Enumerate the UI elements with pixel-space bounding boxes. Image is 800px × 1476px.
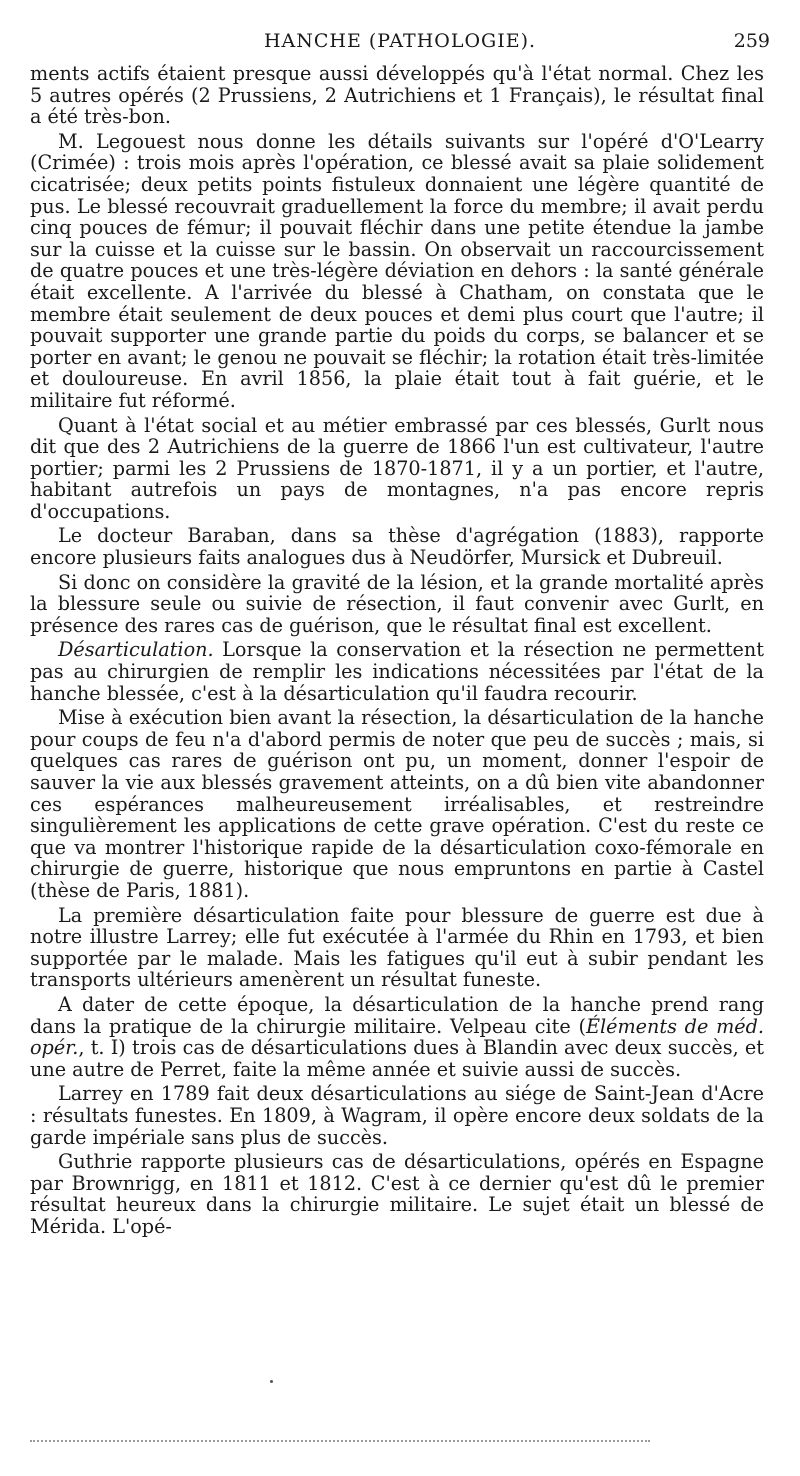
paragraph: Mise à exécution bien avant la résection, la désarticulation de la hanche pour coups de feu n'a d'abord permis de noter que peu de succès ; mais, si quelques cas rares de guérison ont pu, un moment, donner l'espoir de sauver la vie aux blessés gravement atteints, on a dû bien vite abandonner ces espérances malheureusement irréalisables, et restreindre singulièrement les applications de cette grave opération. C'est du reste ce que va montrer l'historique rapide de la désarticulation coxo-fémorale en chirurgie de guerre, historique que nous empruntons en partie à Castel (thèse de Paris, 1881).: [30, 706, 764, 902]
paragraph: Guthrie rapporte plusieurs cas de désarticulations, opérés en Espagne par Brownrigg, en 1811 et 1812. C'est à ce dernier qu'est dû le premier résultat heureux dans la chirurgie militaire. Le sujet était un blessé de Mérida. L'opé-: [30, 1150, 764, 1238]
paragraph: Larrey en 1789 fait deux désarticulations au siége de Saint-Jean d'Acre : résultats funestes. En 1809, à Wagram, il opère encore deux soldats de la garde impériale sans plus de succès.: [30, 1082, 764, 1149]
cited-work-title: Éléments de méd. opér.: [30, 1014, 764, 1060]
paragraph: Le docteur Baraban, dans sa thèse d'agrégation (1883), rapporte encore plusieurs faits analogues dus à Neudörfer, Mursick et Dubreuil.: [30, 524, 764, 570]
running-header: [30, 28, 770, 58]
paragraph: M. Legouest nous donne les détails suivants sur l'opéré d'O'Learry (Crimée) : trois mois après l'opération, ce blessé avait sa plaie solidement cicatrisée; deux petits points fistuleux donnaient une légère quantité de pus. Le blessé recouvrait graduellement la force du membre; il avait perdu cinq pouces de fémur; il pouvait fléchir dans une petite étendue la jambe sur la cuisse et la cuisse sur le bassin. On observait un raccourcissement de quatre pouces et une très-légère déviation en dehors : la santé générale était excellente. A l'arrivée du blessé à Chatham, on constata que le membre était seulement de deux pouces et demi plus court que l'autre; il pouvait supporter une grande partie du poids du corps, se balancer et se porter en avant; le genou ne pouvait se fléchir; la rotation était très-limitée et douloureuse. En avril 1856, la plaie était tout à fait guérie, et le militaire fut réformé.: [30, 129, 764, 412]
page-number: 259: [733, 30, 770, 52]
paragraph: La première désarticulation faite pour blessure de guerre est due à notre illustre Larrey; elle fut exécutée à l'armée du Rhin en 1793, et bien supportée par le malade. Mais les fatigues qu'il eut à subir pendant les transports ultérieurs amenèrent un résultat funeste.: [30, 903, 764, 992]
paragraph-text: A dater de cette époque, la désarticulation de la hanche prend rang dans la pratique de la chirurgie militaire. Velpeau cite (: [30, 992, 764, 1038]
paragraph: ments actifs étaient presque aussi développés qu'à l'état normal. Chez les 5 autres opérés (2 Prussiens, 2 Autrichiens et 1 Français), le résultat final a été très-bon.: [30, 62, 764, 129]
paragraph: Quant à l'état social et au métier embrassé par ces blessés, Gurlt nous dit que des 2 Autrichiens de la guerre de 1866 l'un est cultivateur, l'autre portier; parmi les 2 Prussiens de 1870-1871, il y a un portier, et l'autre, habitant autrefois un pays de montagnes, n'a pas encore repris d'occupations.: [30, 413, 764, 523]
paragraph-velpeau: [30, 994, 764, 1080]
paragraph-text: Lorsque la conservation et la résection ne permettent pas au chirurgien de remplir les indications nécessitées par l'état de la hanche blessée, c'est à la désarticulation qu'il faudra recourir.: [30, 638, 764, 705]
running-title: HANCHE (PATHOLOGIE).: [263, 30, 537, 52]
paragraph-section-desarticulation: [30, 639, 764, 704]
section-heading: Désarticulation.: [58, 638, 214, 662]
body-text: [30, 63, 764, 1237]
paragraph-text: , t. I) trois cas de désarticulations dues à Blandin avec deux succès, et une autre de Perret, faite la même année et suivie aussi de succès.: [30, 1036, 764, 1081]
print-speck: [270, 1380, 273, 1383]
paragraph: Si donc on considère la gravité de la lésion, et la grande mortalité après la blessure seule ou suivie de résection, il faut convenir avec Gurlt, en présence des rares cas de guérison, que le résultat final est excellent.: [30, 570, 764, 637]
bottom-scan-artifact: [30, 1440, 650, 1442]
